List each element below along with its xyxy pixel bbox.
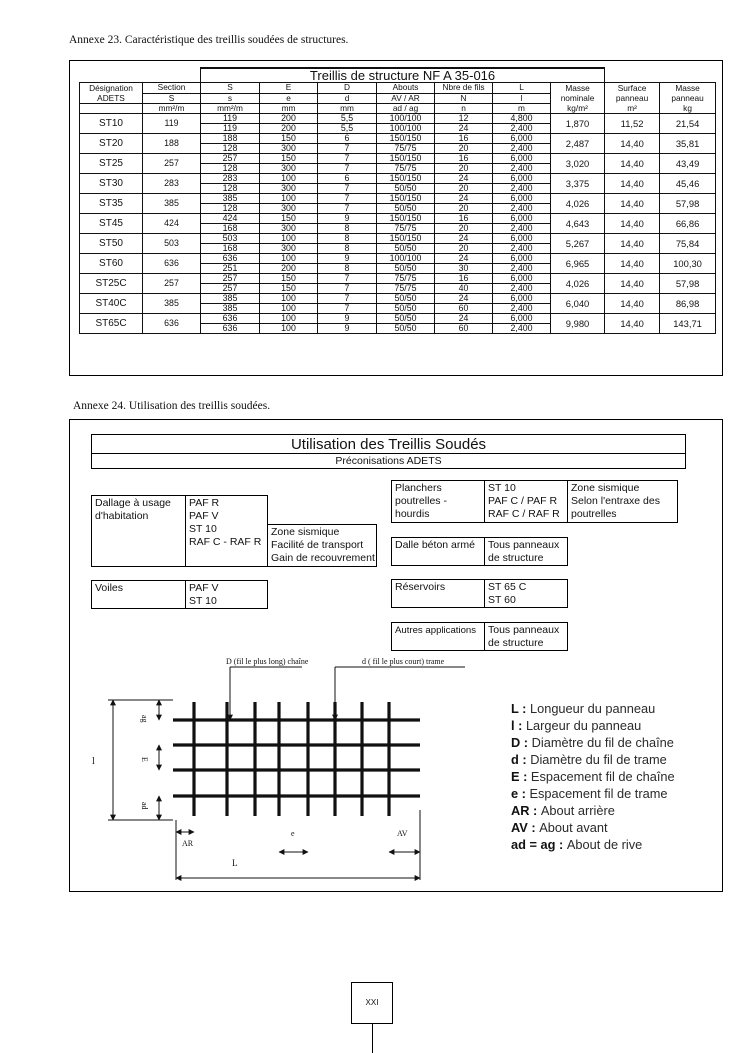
reservoirs-products-box: ST 65 C ST 60 — [484, 579, 568, 608]
l-cell: 2,400 — [493, 284, 551, 294]
s-cell: 168 — [201, 224, 260, 234]
legend-text: Espacement fil de trame — [529, 786, 668, 801]
l-cell: 2,400 — [493, 264, 551, 274]
table-row — [80, 214, 716, 224]
label-AV: AV — [397, 829, 408, 838]
d-cell: 6 — [318, 134, 377, 144]
l-cell: 2,400 — [493, 244, 551, 254]
l-cell: 2,400 — [493, 124, 551, 134]
table-row — [80, 174, 716, 184]
header-section-sub: S — [143, 93, 201, 104]
abouts-cell: 50/50 — [377, 264, 435, 274]
header-e: E — [260, 83, 318, 94]
masse-nominale-cell: 2,487 — [551, 134, 605, 154]
e-cell: 150 — [260, 274, 318, 284]
n-cell: 16 — [435, 274, 493, 284]
d-cell: 8 — [318, 234, 377, 244]
d-cell: 7 — [318, 204, 377, 214]
designation-cell: ST40C — [80, 294, 143, 314]
section-cell: 636 — [143, 314, 201, 334]
surface-cell: 14,40 — [605, 174, 660, 194]
label-ad: ad — [140, 802, 149, 810]
panel-diagram — [70, 420, 722, 891]
section-cell: 503 — [143, 234, 201, 254]
s-cell: 128 — [201, 184, 260, 194]
header-s-sub: s — [201, 93, 260, 104]
n-cell: 20 — [435, 164, 493, 174]
n-cell: 12 — [435, 114, 493, 124]
unit-section: mm²/m — [143, 104, 201, 114]
dalle-label-box: Dalle béton armé — [391, 537, 485, 566]
table-title: Treillis de structure NF A 35-016 — [201, 68, 605, 83]
abouts-cell: 50/50 — [377, 244, 435, 254]
l-cell: 6,000 — [493, 274, 551, 284]
table-row — [80, 294, 716, 304]
masse-panneau-cell: 100,30 — [660, 254, 716, 274]
surface-cell: 14,40 — [605, 234, 660, 254]
e-cell: 150 — [260, 154, 318, 164]
n-cell: 20 — [435, 144, 493, 154]
header-l-unit: m — [493, 104, 551, 114]
legend — [511, 701, 675, 852]
section-cell: 257 — [143, 274, 201, 294]
header-nbre-unit: n — [435, 104, 493, 114]
label-AR: AR — [182, 839, 194, 848]
masse-panneau-cell: 66,86 — [660, 214, 716, 234]
header-l-sub: l — [493, 93, 551, 104]
l-cell: 6,000 — [493, 174, 551, 184]
legend-key: D — [511, 735, 521, 750]
masse-nominale-cell: 4,643 — [551, 214, 605, 234]
s-cell: 636 — [201, 324, 260, 334]
e-cell: 100 — [260, 194, 318, 204]
legend-colon: : — [527, 820, 540, 835]
n-cell: 24 — [435, 234, 493, 244]
dallage-label-box: Dallage à usage d'habitation — [91, 495, 186, 567]
abouts-cell: 75/75 — [377, 274, 435, 284]
diagram-labels — [92, 657, 445, 868]
e-cell: 150 — [260, 134, 318, 144]
masse-nominale-cell: 3,375 — [551, 174, 605, 194]
d-cell: 8 — [318, 244, 377, 254]
l-cell: 6,000 — [493, 154, 551, 164]
d-cell: 7 — [318, 284, 377, 294]
designation-cell: ST60 — [80, 254, 143, 274]
abouts-cell: 75/75 — [377, 164, 435, 174]
header-nbre-sub: N — [435, 93, 493, 104]
label-E: E — [140, 757, 149, 762]
s-cell: 119 — [201, 114, 260, 124]
header-abouts-unit: ad / ag — [377, 104, 435, 114]
n-cell: 20 — [435, 224, 493, 234]
reservoirs-label-box: Réservoirs — [391, 579, 485, 608]
masse-nominale-cell: 4,026 — [551, 194, 605, 214]
s-cell: 119 — [201, 124, 260, 134]
legend-colon: : — [520, 735, 532, 750]
masse-panneau-cell: 143,71 — [660, 314, 716, 334]
header-surface: Surface panneau m² — [605, 83, 660, 114]
voiles-label-box: Voiles — [91, 580, 186, 609]
d-cell: 7 — [318, 164, 377, 174]
legend-key: ad = ag — [511, 837, 556, 852]
e-cell: 100 — [260, 314, 318, 324]
section-cell: 385 — [143, 194, 201, 214]
legend-text: About de rive — [566, 837, 643, 852]
d-cell: 7 — [318, 144, 377, 154]
annexe23-frame — [69, 60, 723, 376]
n-cell: 24 — [435, 194, 493, 204]
legend-key: d — [511, 752, 519, 767]
n-cell: 60 — [435, 324, 493, 334]
masse-nominale-cell: 5,267 — [551, 234, 605, 254]
header-section: Section — [143, 83, 201, 94]
legend-item — [511, 718, 641, 733]
surface-cell: 14,40 — [605, 314, 660, 334]
s-cell: 188 — [201, 134, 260, 144]
abouts-cell: 75/75 — [377, 224, 435, 234]
table-row — [80, 274, 716, 284]
s-cell: 128 — [201, 164, 260, 174]
masse-panneau-cell: 57,98 — [660, 194, 716, 214]
s-cell: 257 — [201, 274, 260, 284]
header-d-sub: d — [318, 93, 377, 104]
legend-text: Longueur du panneau — [529, 701, 656, 716]
header-d: D — [318, 83, 377, 94]
s-cell: 385 — [201, 294, 260, 304]
designation-cell: ST50 — [80, 234, 143, 254]
surface-cell: 14,40 — [605, 154, 660, 174]
designation-cell: ST25C — [80, 274, 143, 294]
s-cell: 251 — [201, 264, 260, 274]
unit-s: mm²/m — [201, 104, 260, 114]
l-cell: 2,400 — [493, 144, 551, 154]
dallage-notes-box: Zone sismique Facilité de transport Gain de recouvrement — [267, 524, 377, 567]
abouts-cell: 150/150 — [377, 194, 435, 204]
autres-products-box: Tous panneaux de structure — [484, 622, 568, 651]
legend-text: Diamètre du fil de chaîne — [531, 735, 674, 750]
unit-d: mm — [318, 104, 377, 114]
n-cell: 30 — [435, 264, 493, 274]
legend-item — [511, 769, 675, 784]
d-cell: 9 — [318, 324, 377, 334]
abouts-cell: 50/50 — [377, 204, 435, 214]
l-cell: 2,400 — [493, 204, 551, 214]
section-cell: 424 — [143, 214, 201, 234]
legend-colon: : — [518, 786, 530, 801]
n-cell: 24 — [435, 314, 493, 324]
abouts-cell: 150/150 — [377, 174, 435, 184]
dimension-lines — [108, 667, 465, 880]
header-nbre: Nbre de fils — [435, 83, 493, 94]
l-cell: 6,000 — [493, 134, 551, 144]
e-cell: 150 — [260, 284, 318, 294]
l-cell: 2,400 — [493, 184, 551, 194]
s-cell: 257 — [201, 284, 260, 294]
legend-text: About arrière — [540, 803, 615, 818]
legend-item — [511, 786, 668, 801]
masse-panneau-cell: 21,54 — [660, 114, 716, 134]
label-e: e — [291, 829, 295, 838]
d-cell: 9 — [318, 214, 377, 224]
annexe24-caption: Annexe 24. Utilisation des treillis soudées. — [73, 400, 271, 412]
header-masse-nominale: Masse nominale kg/m² — [551, 83, 605, 114]
legend-key: AR — [511, 803, 530, 818]
abouts-cell: 75/75 — [377, 144, 435, 154]
table-row — [80, 254, 716, 264]
section-cell: 636 — [143, 254, 201, 274]
header-abouts-sub: AV / AR — [377, 93, 435, 104]
l-cell: 6,000 — [493, 234, 551, 244]
table-row — [80, 134, 716, 144]
l-cell: 6,000 — [493, 194, 551, 204]
planchers-products-box: ST 10 PAF C / PAF R RAF C / RAF R — [484, 480, 568, 523]
d-cell: 6 — [318, 174, 377, 184]
e-cell: 100 — [260, 254, 318, 264]
designation-cell: ST65C — [80, 314, 143, 334]
header-designation: Désignation ADETS — [80, 83, 143, 104]
surface-cell: 14,40 — [605, 194, 660, 214]
e-cell: 300 — [260, 144, 318, 154]
wire-mesh — [173, 702, 420, 816]
s-cell: 503 — [201, 234, 260, 244]
designation-cell: ST10 — [80, 114, 143, 134]
label-ag: ag — [140, 715, 149, 723]
surface-cell: 14,40 — [605, 274, 660, 294]
abouts-cell: 75/75 — [377, 284, 435, 294]
l-cell: 6,000 — [493, 294, 551, 304]
d-cell: 7 — [318, 274, 377, 284]
n-cell: 20 — [435, 244, 493, 254]
legend-item — [511, 820, 608, 835]
label-chaine: D (fil le plus long) chaîne — [226, 657, 309, 666]
abouts-cell: 150/150 — [377, 134, 435, 144]
n-cell: 24 — [435, 294, 493, 304]
section-cell: 283 — [143, 174, 201, 194]
abouts-cell: 150/150 — [377, 214, 435, 224]
s-cell: 128 — [201, 204, 260, 214]
legend-colon: : — [518, 701, 530, 716]
label-trame: d ( fil le plus court) trame — [362, 657, 445, 666]
legend-text: Largeur du panneau — [525, 718, 642, 733]
legend-item — [511, 701, 655, 716]
e-cell: 300 — [260, 244, 318, 254]
surface-cell: 14,40 — [605, 294, 660, 314]
table-row — [80, 234, 716, 244]
legend-key: E — [511, 769, 520, 784]
legend-text: About avant — [539, 820, 608, 835]
n-cell: 24 — [435, 124, 493, 134]
header-abouts: Abouts — [377, 83, 435, 94]
legend-colon: : — [529, 803, 541, 818]
masse-nominale-cell: 4,026 — [551, 274, 605, 294]
surface-cell: 14,40 — [605, 134, 660, 154]
legend-colon: : — [555, 837, 567, 852]
section-cell: 385 — [143, 294, 201, 314]
s-cell: 385 — [201, 304, 260, 314]
header-masse-panneau: Masse panneau kg — [660, 83, 716, 114]
abouts-cell: 100/100 — [377, 124, 435, 134]
l-cell: 2,400 — [493, 324, 551, 334]
header-blank — [80, 104, 143, 114]
e-cell: 300 — [260, 224, 318, 234]
d-cell: 7 — [318, 154, 377, 164]
legend-text: Espacement fil de chaîne — [530, 769, 675, 784]
unit-e: mm — [260, 104, 318, 114]
e-cell: 100 — [260, 234, 318, 244]
d-cell: 5,5 — [318, 114, 377, 124]
legend-text: Diamètre du fil de trame — [530, 752, 667, 767]
l-cell: 6,000 — [493, 314, 551, 324]
l-cell: 6,000 — [493, 254, 551, 264]
planchers-notes-box: Zone sismique Selon l'entraxe des poutrelles — [567, 480, 678, 523]
e-cell: 100 — [260, 294, 318, 304]
e-cell: 100 — [260, 304, 318, 314]
masse-nominale-cell: 9,980 — [551, 314, 605, 334]
s-cell: 424 — [201, 214, 260, 224]
d-cell: 9 — [318, 314, 377, 324]
e-cell: 150 — [260, 214, 318, 224]
n-cell: 20 — [435, 204, 493, 214]
abouts-cell: 100/100 — [377, 254, 435, 264]
abouts-cell: 50/50 — [377, 324, 435, 334]
d-cell: 9 — [318, 254, 377, 264]
n-cell: 16 — [435, 154, 493, 164]
annexe23-caption: Annexe 23. Caractéristique des treillis soudées de structures. — [69, 34, 349, 46]
legend-key: AV — [511, 820, 528, 835]
d-cell: 8 — [318, 224, 377, 234]
page-number: XXI — [351, 982, 393, 1024]
n-cell: 24 — [435, 254, 493, 264]
l-cell: 2,400 — [493, 224, 551, 234]
masse-panneau-cell: 86,98 — [660, 294, 716, 314]
section-cell: 119 — [143, 114, 201, 134]
legend-key: L — [511, 701, 519, 716]
e-cell: 100 — [260, 324, 318, 334]
l-cell: 2,400 — [493, 164, 551, 174]
legend-key: e — [511, 786, 519, 801]
utilisation-title: Utilisation des Treillis Soudés — [91, 434, 686, 453]
legend-item — [511, 803, 615, 818]
s-cell: 385 — [201, 194, 260, 204]
abouts-cell: 50/50 — [377, 294, 435, 304]
masse-panneau-cell: 75,84 — [660, 234, 716, 254]
legend-colon: : — [514, 718, 526, 733]
abouts-cell: 50/50 — [377, 304, 435, 314]
l-cell: 6,000 — [493, 214, 551, 224]
header-l: L — [493, 83, 551, 94]
e-cell: 100 — [260, 174, 318, 184]
table-row — [80, 114, 716, 124]
masse-nominale-cell: 6,040 — [551, 294, 605, 314]
page-footer-line — [372, 1024, 373, 1053]
table-row — [80, 194, 716, 204]
s-cell: 283 — [201, 174, 260, 184]
s-cell: 636 — [201, 314, 260, 324]
section-cell: 257 — [143, 154, 201, 174]
n-cell: 20 — [435, 184, 493, 194]
s-cell: 636 — [201, 254, 260, 264]
masse-panneau-cell: 57,98 — [660, 274, 716, 294]
section-cell: 188 — [143, 134, 201, 154]
masse-nominale-cell: 3,020 — [551, 154, 605, 174]
annexe24-frame — [69, 419, 723, 892]
e-cell: 200 — [260, 264, 318, 274]
table-row — [80, 154, 716, 164]
legend-item — [511, 735, 674, 750]
l-cell: 2,400 — [493, 304, 551, 314]
treillis-structure-table — [79, 67, 716, 334]
legend-colon: : — [519, 769, 531, 784]
d-cell: 7 — [318, 184, 377, 194]
d-cell: 7 — [318, 194, 377, 204]
s-cell: 168 — [201, 244, 260, 254]
masse-panneau-cell: 45,46 — [660, 174, 716, 194]
n-cell: 40 — [435, 284, 493, 294]
e-cell: 300 — [260, 184, 318, 194]
surface-cell: 14,40 — [605, 214, 660, 234]
n-cell: 16 — [435, 214, 493, 224]
legend-item — [511, 752, 667, 767]
label-L: L — [232, 858, 238, 868]
abouts-cell: 150/150 — [377, 234, 435, 244]
d-cell: 7 — [318, 294, 377, 304]
autres-label-box: Autres applications — [391, 622, 485, 651]
surface-cell: 14,40 — [605, 254, 660, 274]
designation-cell: ST35 — [80, 194, 143, 214]
designation-cell: ST30 — [80, 174, 143, 194]
abouts-cell: 100/100 — [377, 114, 435, 124]
masse-nominale-cell: 6,965 — [551, 254, 605, 274]
masse-panneau-cell: 35,81 — [660, 134, 716, 154]
designation-cell: ST20 — [80, 134, 143, 154]
s-cell: 128 — [201, 144, 260, 154]
header-e-sub: e — [260, 93, 318, 104]
voiles-products-box: PAF V ST 10 — [185, 580, 268, 609]
abouts-cell: 50/50 — [377, 184, 435, 194]
masse-panneau-cell: 43,49 — [660, 154, 716, 174]
l-cell: 4,800 — [493, 114, 551, 124]
designation-cell: ST25 — [80, 154, 143, 174]
legend-key: l — [511, 718, 515, 733]
label-width-l: l — [92, 756, 95, 767]
s-cell: 257 — [201, 154, 260, 164]
masse-nominale-cell: 1,870 — [551, 114, 605, 134]
surface-cell: 11,52 — [605, 114, 660, 134]
n-cell: 24 — [435, 174, 493, 184]
dalle-products-box: Tous panneaux de structure — [484, 537, 568, 566]
abouts-cell: 50/50 — [377, 314, 435, 324]
table-row — [80, 314, 716, 324]
d-cell: 8 — [318, 264, 377, 274]
planchers-label-box: Planchers poutrelles - hourdis — [391, 480, 485, 523]
e-cell: 200 — [260, 124, 318, 134]
n-cell: 16 — [435, 134, 493, 144]
n-cell: 60 — [435, 304, 493, 314]
utilisation-subtitle: Préconisations ADETS — [91, 453, 686, 469]
d-cell: 5,5 — [318, 124, 377, 134]
e-cell: 300 — [260, 204, 318, 214]
dallage-products-box: PAF R PAF V ST 10 RAF C - RAF R — [185, 495, 268, 567]
legend-item — [511, 837, 642, 852]
abouts-cell: 150/150 — [377, 154, 435, 164]
legend-colon: : — [518, 752, 531, 767]
e-cell: 200 — [260, 114, 318, 124]
d-cell: 7 — [318, 304, 377, 314]
header-s: S — [201, 83, 260, 94]
e-cell: 300 — [260, 164, 318, 174]
designation-cell: ST45 — [80, 214, 143, 234]
